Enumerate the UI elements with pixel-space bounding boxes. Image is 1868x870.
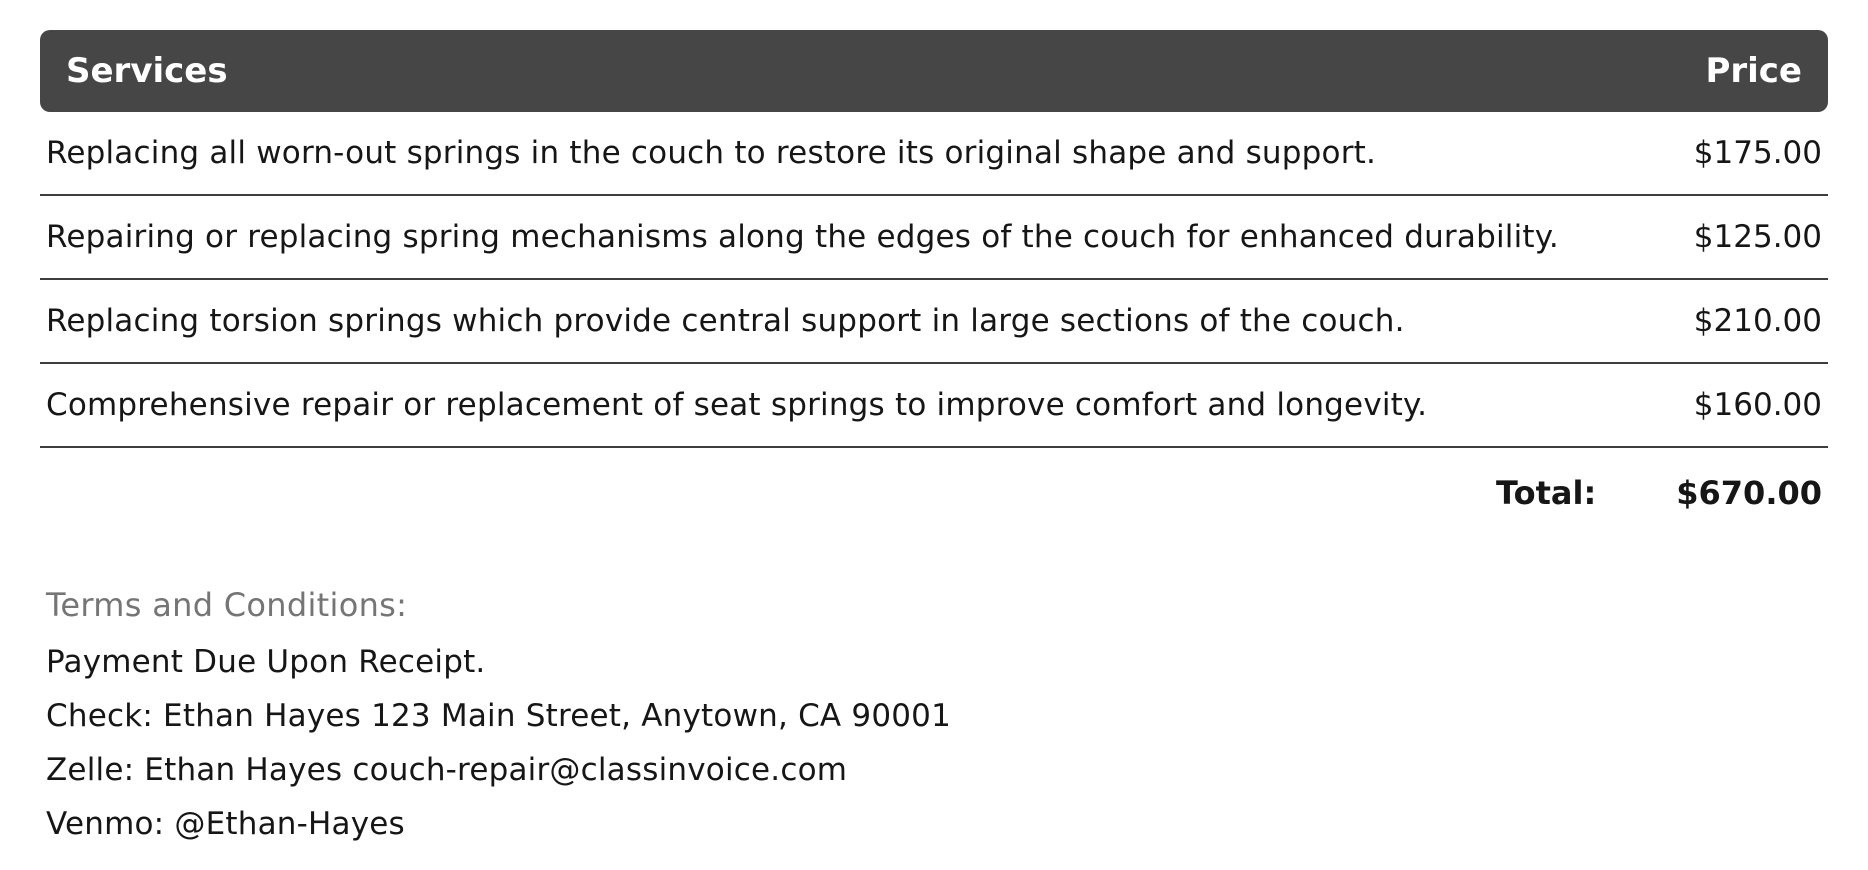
total-label: Total: xyxy=(1496,474,1597,512)
service-description: Replacing all worn-out springs in the couch to restore its original shape and support. xyxy=(46,135,1377,171)
service-price: $125.00 xyxy=(1693,219,1822,255)
service-price: $160.00 xyxy=(1693,387,1822,423)
service-description: Repairing or replacing spring mechanisms along the edges of the couch for enhanced durability. xyxy=(46,219,1559,255)
table-row xyxy=(40,112,1828,196)
total-value: $670.00 xyxy=(1676,474,1822,512)
table-header-row xyxy=(40,30,1828,112)
table-row xyxy=(40,196,1828,280)
service-description: Comprehensive repair or replacement of seat springs to improve comfort and longevity. xyxy=(46,387,1428,423)
total-row xyxy=(40,448,1828,512)
table-row xyxy=(40,364,1828,448)
terms-line-zelle: Zelle: Ethan Hayes couch-repair@classinvoice.com xyxy=(46,752,848,788)
services-table xyxy=(40,30,1828,512)
terms-line-payment: Payment Due Upon Receipt. xyxy=(46,644,486,680)
terms-line-venmo: Venmo: @Ethan-Hayes xyxy=(46,806,405,842)
service-price: $175.00 xyxy=(1693,135,1822,171)
service-description: Replacing torsion springs which provide central support in large sections of the couch. xyxy=(46,303,1405,339)
price-column-header: Price xyxy=(1705,51,1802,91)
table-row xyxy=(40,280,1828,364)
service-price: $210.00 xyxy=(1693,303,1822,339)
services-column-header: Services xyxy=(66,51,228,91)
terms-heading: Terms and Conditions: xyxy=(46,586,408,624)
terms-section xyxy=(40,586,1828,841)
terms-line-check: Check: Ethan Hayes 123 Main Street, Anytown, CA 90001 xyxy=(46,698,952,734)
